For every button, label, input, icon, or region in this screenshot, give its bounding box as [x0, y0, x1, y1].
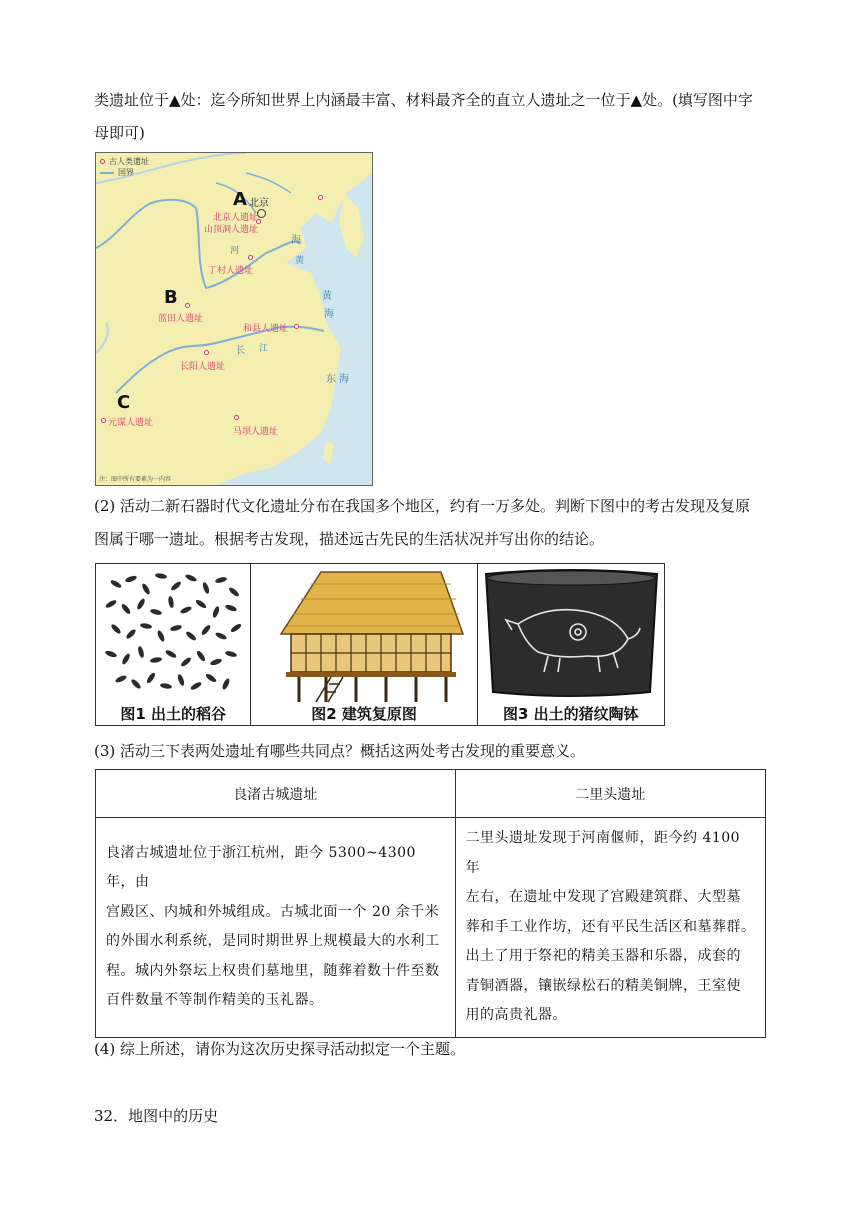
map-city-beijing: 北京: [249, 198, 269, 209]
river-label-he: 河: [230, 246, 240, 256]
erlitou-line-3: 葬和手工业作坊，还有平民生活区和墓葬群。: [465, 918, 756, 935]
map-letter-b: B: [164, 287, 178, 308]
map-letter-a: A: [233, 189, 247, 210]
ancient-sites-map: [95, 152, 373, 486]
site-dot-lantian: [185, 303, 190, 308]
figure-3-pottery: [478, 564, 664, 725]
q3-line-1: (3) 活动三下表两处遗址有哪些共同点？概括这两处考古发现的重要意义。: [94, 742, 586, 760]
site-dot-changyang: [204, 350, 209, 355]
erlitou-line-2: 左右，在遗址中发现了宫殿建筑群、大型墓: [465, 889, 741, 905]
border-line-icon: [100, 172, 114, 174]
header-erlitou: 二里头遗址: [455, 770, 766, 818]
river-label-huang: 黄: [295, 256, 305, 266]
erlitou-line-5: 青铜酒器，镶嵌绿松石的精美铜牌，王室使: [465, 977, 741, 994]
legend-site-label: 古人类遗址: [109, 157, 149, 166]
intro-line-1: 类遗址位于▲处：迄今所知世界上内涵最丰富、材料最齐全的直立人遗址之一位于▲处。(填写图中字: [94, 91, 753, 109]
map-site-beijing: 北京人遗址: [213, 213, 259, 223]
sea-bohai: 海: [291, 235, 301, 246]
q2-line-2: 图属于哪一遗址。根据考古发现，描述远古先民的生活状况并写出你的结论。: [94, 530, 605, 548]
site-marker-icon: [100, 159, 105, 164]
site-dot-dingcun: [248, 255, 253, 260]
liangzhu-line-1: 良渚古城遗址位于浙江杭州，距今 5300~4300 年，由: [106, 844, 416, 891]
capital-icon: [257, 209, 266, 218]
legend-site-item: [100, 156, 149, 167]
sea-huanghai-2: 海: [324, 309, 334, 320]
liangzhu-line-5: 百件数量不等制作精美的玉礼器。: [106, 992, 324, 1009]
sites-comparison-table: [95, 769, 766, 1038]
cell-erlitou: [455, 818, 766, 1038]
map-site-changyang: 长阳人遗址: [180, 362, 226, 372]
erlitou-line-1: 二里头遗址发现于河南偃师，距今约 4100 年: [465, 830, 741, 876]
legend-border-item: [100, 167, 149, 178]
site-dot-yuanmou: [101, 418, 106, 423]
figure-3-caption: 图3 出土的猪纹陶钵: [478, 703, 664, 725]
map-note: 注：图中所有要素为一内容: [99, 476, 172, 483]
rice-grains-image: [96, 564, 251, 704]
site-dot-hexian: [294, 324, 299, 329]
erlitou-line-4: 出土了用于祭祀的精美玉器和乐器，成套的: [465, 948, 741, 964]
liangzhu-line-2: 宫殿区、内城和外城组成。古城北面一个 20 余千米: [106, 903, 440, 920]
figure-strip: [95, 563, 665, 726]
sea-donghai-2: 海: [339, 374, 349, 385]
header-liangzhu: 良渚古城遗址: [96, 770, 456, 818]
table-row: [96, 818, 766, 1038]
erlitou-line-6: 用的高贵礼器。: [465, 1007, 567, 1023]
legend-border-label: 国界: [118, 168, 134, 177]
site-dot-maba: [234, 415, 239, 420]
pig-pattern-bowl-image: [478, 564, 664, 704]
map-letter-c: C: [117, 392, 131, 413]
q2-line-1: (2) 活动二新石器时代文化遗址分布在我国多个地区，约有一万多处。判断下图中的考古发现及复原: [94, 497, 751, 515]
intro-line-2: 母即可): [94, 124, 145, 142]
liangzhu-line-3: 的外围水利系统，是同时期世界上规模最大的水利工: [106, 933, 440, 950]
figure-2-building: [251, 564, 477, 725]
map-legend: [100, 156, 149, 178]
figure-1-caption: 图1 出土的稻谷: [96, 703, 250, 725]
map-site-yuanmou: 元谋人遗址: [108, 418, 154, 428]
liangzhu-line-4: 程。城内外祭坛上权贵们墓地里，随葬着数十件至数: [106, 962, 440, 979]
map-site-hexian: 和县人遗址: [243, 324, 289, 334]
sea-huanghai-1: 黄: [322, 291, 332, 302]
river-label-jiang: 江: [259, 344, 269, 354]
site-dot-northeast: [318, 195, 323, 200]
map-site-shandingdong: 山顶洞人遗址: [204, 225, 259, 235]
q32-title: 32．地图中的历史: [94, 1107, 219, 1125]
map-site-maba: 马坝人遗址: [233, 427, 279, 437]
figure-1-rice: [96, 564, 251, 725]
figure-2-caption: 图2 建筑复原图: [251, 703, 476, 725]
cell-liangzhu: [96, 818, 456, 1038]
table-header-row: [96, 770, 766, 818]
river-label-chang: 长: [236, 346, 246, 356]
q4-line-1: (4) 综上所述，请你为这次历史探寻活动拟定一个主题。: [94, 1040, 466, 1058]
map-site-lantian: 蓝田人遗址: [158, 314, 204, 324]
sea-donghai-1: 东: [326, 374, 336, 385]
stilt-house-image: [251, 564, 477, 704]
map-site-dingcun: 丁村人遗址: [208, 266, 254, 276]
